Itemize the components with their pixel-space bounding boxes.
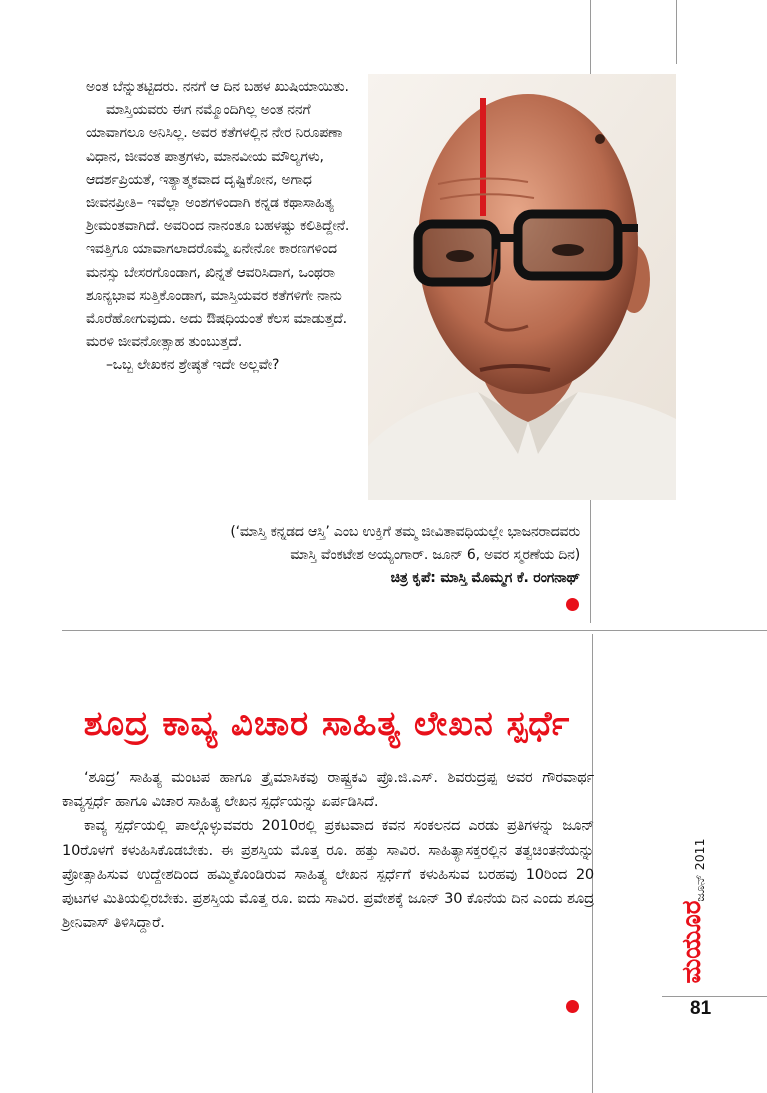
end-mark-dot (566, 598, 579, 611)
article-bottom-text (62, 766, 594, 935)
paragraph: ಅಂತ ಬೆನ್ನುತಟ್ಟಿದರು. ನನಗೆ ಆ ದಿನ ಬಹಳ ಖುಷಿಯಾಯಿತು. (86, 79, 349, 95)
column-rule-right (676, 0, 677, 64)
section-divider (62, 630, 767, 631)
paragraph: –ಒಬ್ಬ ಲೇಖಕನ ಶ್ರೇಷ್ಠತೆ ಇದೇ ಅಲ್ಲವೇ? (106, 357, 280, 374)
magazine-logo: ಮಯೂರ (677, 900, 707, 984)
photo-caption (80, 521, 580, 590)
end-mark-dot (566, 1000, 579, 1013)
paragraph: ಮಾಸ್ತಿಯವರು ಈಗ ನಮ್ಮೊಂದಿಗಿಲ್ಲ ಅಂತ ನನಗೆ ಯಾವಾಗಲೂ ಅನಿಸಿಲ್ಲ. ಅವರ ಕತೆಗಳಲ್ಲಿನ ನೇರ ನಿರೂಪಣಾ ವಿಧಾನ, ಜೀವಂತ ಪಾತ್ರಗಳು, ಮಾನವೀಯ ಮೌಲ್ಯಗಳು, ಆದರ್ಶಪ್ರಿಯತೆ, ಇತ್ಯಾತ್ಮಕವಾದ ದೃಷ್ಟಿಕೋನ, ಅಗಾಧ ಜೀವನಪ್ರೀತಿ– ಇವೆಲ್ಲಾ ಅಂಶಗಳಿಂದಾಗಿ ಕನ್ನಡ ಕಥಾಸಾಹಿತ್ಯ ಶ್ರೀಮಂತವಾಗಿದೆ. ಅವರಿಂದ ನಾನಂತೂ ಬಹಳಷ್ಟು ಕಲಿತಿದ್ದೇನೆ. ಇವತ್ತಿಗೂ ಯಾವಾಗಲಾದರೊಮ್ಮೆ ಏನೇನೋ ಕಾರಣಗಳಿಂದ ಮನಸ್ಸು ಬೇಸರಗೊಂಡಾಗ, ಖಿನ್ನತೆ ಆವರಿಸಿದಾಗ, ಒಂಥರಾ ಶೂನ್ಯಭಾವ ಸುತ್ತಿಕೊಂಡಾಗ, ಮಾಸ್ತಿಯವರ ಕತೆಗಳಿಗೇ ನಾನು ಮೊರೆಹೋಗುವುದು. ಅದು ಔಷಧಿಯಂತೆ ಕೆಲಸ ಮಾಡುತ್ತದೆ. ಮರಳಿ ಜೀವನೋತ್ಸಾಹ ತುಂಬುತ್ತದೆ. (86, 102, 350, 351)
paragraph: ‘ಶೂದ್ರ’ ಸಾಹಿತ್ಯ ಮಂಟಪ ಹಾಗೂ ತ್ರೈಮಾಸಿಕವು ರಾಷ್ಟ್ರಕವಿ ಪ್ರೊ.ಜಿ.ಎಸ್. ಶಿವರುದ್ರಪ್ಪ ಅವರ ಗೌರವಾರ್ಥ ಕಾವ್ಯಸ್ಪರ್ಧೆ ಹಾಗೂ ವಿಚಾರ ಸಾಹಿತ್ಯ ಲೇಖನ ಸ್ಪರ್ಧೆಯನ್ನು ಏರ್ಪಡಿಸಿದೆ. (62, 769, 594, 811)
article-top-text (86, 76, 368, 378)
paragraph: ಕಾವ್ಯ ಸ್ಪರ್ಧೆಯಲ್ಲಿ ಪಾಲ್ಗೊಳ್ಳುವವರು 2010ರಲ್ಲಿ ಪ್ರಕಟವಾದ ಕವನ ಸಂಕಲನದ ಎರಡು ಪ್ರತಿಗಳನ್ನು ಜೂನ್ 10ರೊಳಗೆ ಕಳುಹಿಸಿಕೊಡಬೇಕು. ಈ ಪ್ರಶಸ್ತಿಯ ಮೊತ್ತ ರೂ. ಹತ್ತು ಸಾವಿರ. ಸಾಹಿತ್ಯಾಸಕ್ತರಲ್ಲಿನ ತತ್ವಚಿಂತನೆಯನ್ನು ಪ್ರೋತ್ಸಾಹಿಸುವ ಉದ್ದೇಶದಿಂದ ಹಮ್ಮಿಕೊಂಡಿರುವ ಸಾಹಿತ್ಯ ಲೇಖನ ಸ್ಪರ್ಧೆಗೆ ಕಳುಹಿಸುವ ಬರಹವು 10ರಿಂದ 20 ಪುಟಗಳ ಮಿತಿಯಲ್ಲಿರಬೇಕು. ಪ್ರಶಸ್ತಿಯ ಮೊತ್ತ ರೂ. ಐದು ಸಾವಿರ. ಪ್ರವೇಶಕ್ಕೆ ಜೂನ್ 30 ಕೊನೆಯ ದಿನ ಎಂದು ಶೂದ್ರ ಶ್ರೀನಿವಾಸ್ ತಿಳಿಸಿದ್ದಾರೆ. (62, 817, 594, 932)
article-headline: ಶೂದ್ರ ಕಾವ್ಯ ವಿಚಾರ ಸಾಹಿತ್ಯ ಲೇಖನ ಸ್ಪರ್ಧೆ (83, 704, 571, 744)
magazine-masthead (670, 800, 716, 990)
portrait-photo (368, 74, 676, 500)
issue-date: ಜೂನ್ 2011 (692, 838, 707, 902)
page-number-rule (662, 996, 767, 997)
photo-credit: ಚಿತ್ರ ಕೃಪೆ: ಮಾಸ್ತಿ ಮೊಮ್ಮಗ ಕೆ. ರಂಗನಾಥ್ (390, 570, 580, 586)
caption-line: ಮಾಸ್ತಿ ವೆಂಕಟೇಶ ಅಯ್ಯಂಗಾರ್. ಜೂನ್ 6, ಅವರ ಸ್ಮರಣೆಯ ದಿನ) (290, 547, 580, 563)
page-number: 81 (690, 998, 712, 1019)
caption-line: (‘ಮಾಸ್ತಿ ಕನ್ನಡದ ಆಸ್ತಿ’ ಎಂಬ ಉಕ್ತಿಗೆ ತಮ್ಮ ಜೀವಿತಾವಧಿಯಲ್ಲೇ ಭಾಜನರಾದವರು (230, 524, 580, 540)
